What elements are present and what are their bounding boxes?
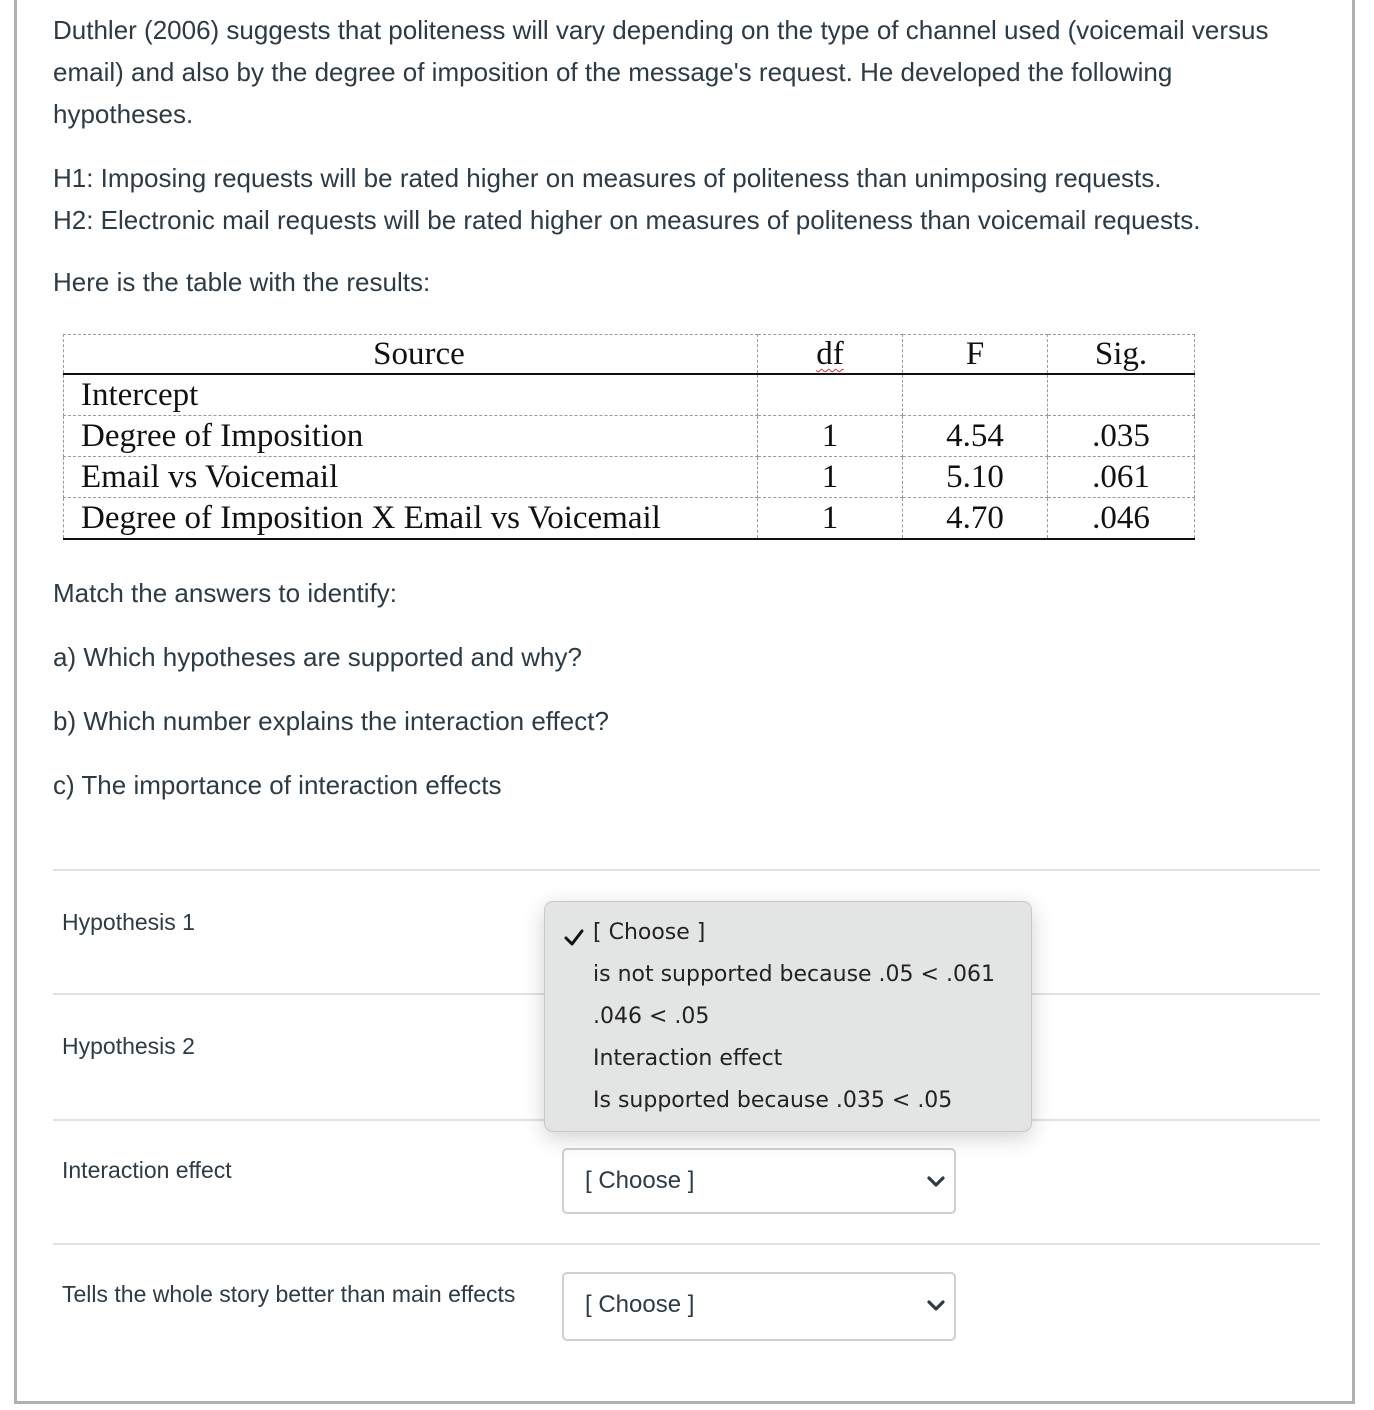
select-value: [ Choose ] — [585, 1291, 695, 1318]
select-value: [ Choose ] — [585, 1167, 695, 1194]
match-label-whole-story: Tells the whole story better than main effects — [62, 1281, 516, 1307]
interaction-effect-select[interactable] — [562, 1148, 956, 1214]
dropdown-option-not-supported[interactable]: is not supported because .05 < .061 — [593, 962, 995, 987]
table-row — [64, 374, 1195, 416]
header-sig: Sig. — [1048, 335, 1195, 375]
cell-f — [903, 374, 1048, 416]
header-f: F — [903, 335, 1048, 375]
cell-df: 1 — [758, 457, 903, 498]
table-row — [64, 498, 1195, 540]
cell-source: Intercept — [64, 374, 758, 416]
match-label-hypothesis-2: Hypothesis 2 — [62, 1033, 195, 1059]
cell-df — [758, 374, 903, 416]
table-header-row — [64, 335, 1195, 375]
match-prompt: Match the answers to identify: — [53, 578, 397, 608]
cell-sig: .061 — [1048, 457, 1195, 498]
cell-f: 5.10 — [903, 457, 1048, 498]
header-source: Source — [64, 335, 758, 375]
table-intro: Here is the table with the results: — [53, 267, 431, 297]
dropdown-menu[interactable] — [544, 901, 1032, 1132]
cell-sig: .046 — [1048, 498, 1195, 540]
chevron-down-icon — [926, 1296, 946, 1316]
chevron-down-icon — [926, 1172, 946, 1192]
match-label-interaction-effect: Interaction effect — [62, 1157, 232, 1183]
dropdown-option-interaction-effect[interactable]: Interaction effect — [593, 1046, 783, 1071]
dropdown-option-supported[interactable]: Is supported because .035 < .05 — [593, 1088, 953, 1113]
hypotheses-text — [53, 157, 1353, 241]
whole-story-select[interactable] — [562, 1272, 956, 1341]
table-row — [64, 416, 1195, 457]
divider — [53, 869, 1320, 871]
question-a: a) Which hypotheses are supported and why? — [53, 642, 582, 672]
question-b: b) Which number explains the interaction effect? — [53, 706, 609, 736]
results-table — [63, 334, 1195, 540]
cell-sig: .035 — [1048, 416, 1195, 457]
question-c: c) The importance of interaction effects — [53, 770, 502, 800]
cell-sig — [1048, 374, 1195, 416]
cell-f: 4.70 — [903, 498, 1048, 540]
dropdown-option-choose[interactable]: [ Choose ] — [593, 920, 706, 945]
cell-df: 1 — [758, 416, 903, 457]
df-header-text: df — [816, 336, 844, 372]
intro-paragraph: Duthler (2006) suggests that politeness will vary depending on the type of channel used (voicemail versus email) and also by the degree of imposition of the message's request. He developed the following hypotheses. — [53, 15, 1269, 129]
hypothesis-2-text: H2: Electronic mail requests will be rated higher on measures of politeness than voicemail requests. — [53, 205, 1201, 235]
divider — [53, 1243, 1320, 1245]
header-df — [758, 335, 903, 375]
cell-f: 4.54 — [903, 416, 1048, 457]
cell-source: Email vs Voicemail — [64, 457, 758, 498]
table-row — [64, 457, 1195, 498]
checkmark-icon — [563, 928, 585, 948]
hypothesis-1-text: H1: Imposing requests will be rated higher on measures of politeness than unimposing requests. — [53, 163, 1162, 193]
cell-source: Degree of Imposition — [64, 416, 758, 457]
match-label-hypothesis-1: Hypothesis 1 — [62, 909, 195, 935]
cell-source: Degree of Imposition X Email vs Voicemail — [64, 498, 758, 540]
dropdown-option-046[interactable]: .046 < .05 — [593, 1004, 710, 1029]
cell-df: 1 — [758, 498, 903, 540]
